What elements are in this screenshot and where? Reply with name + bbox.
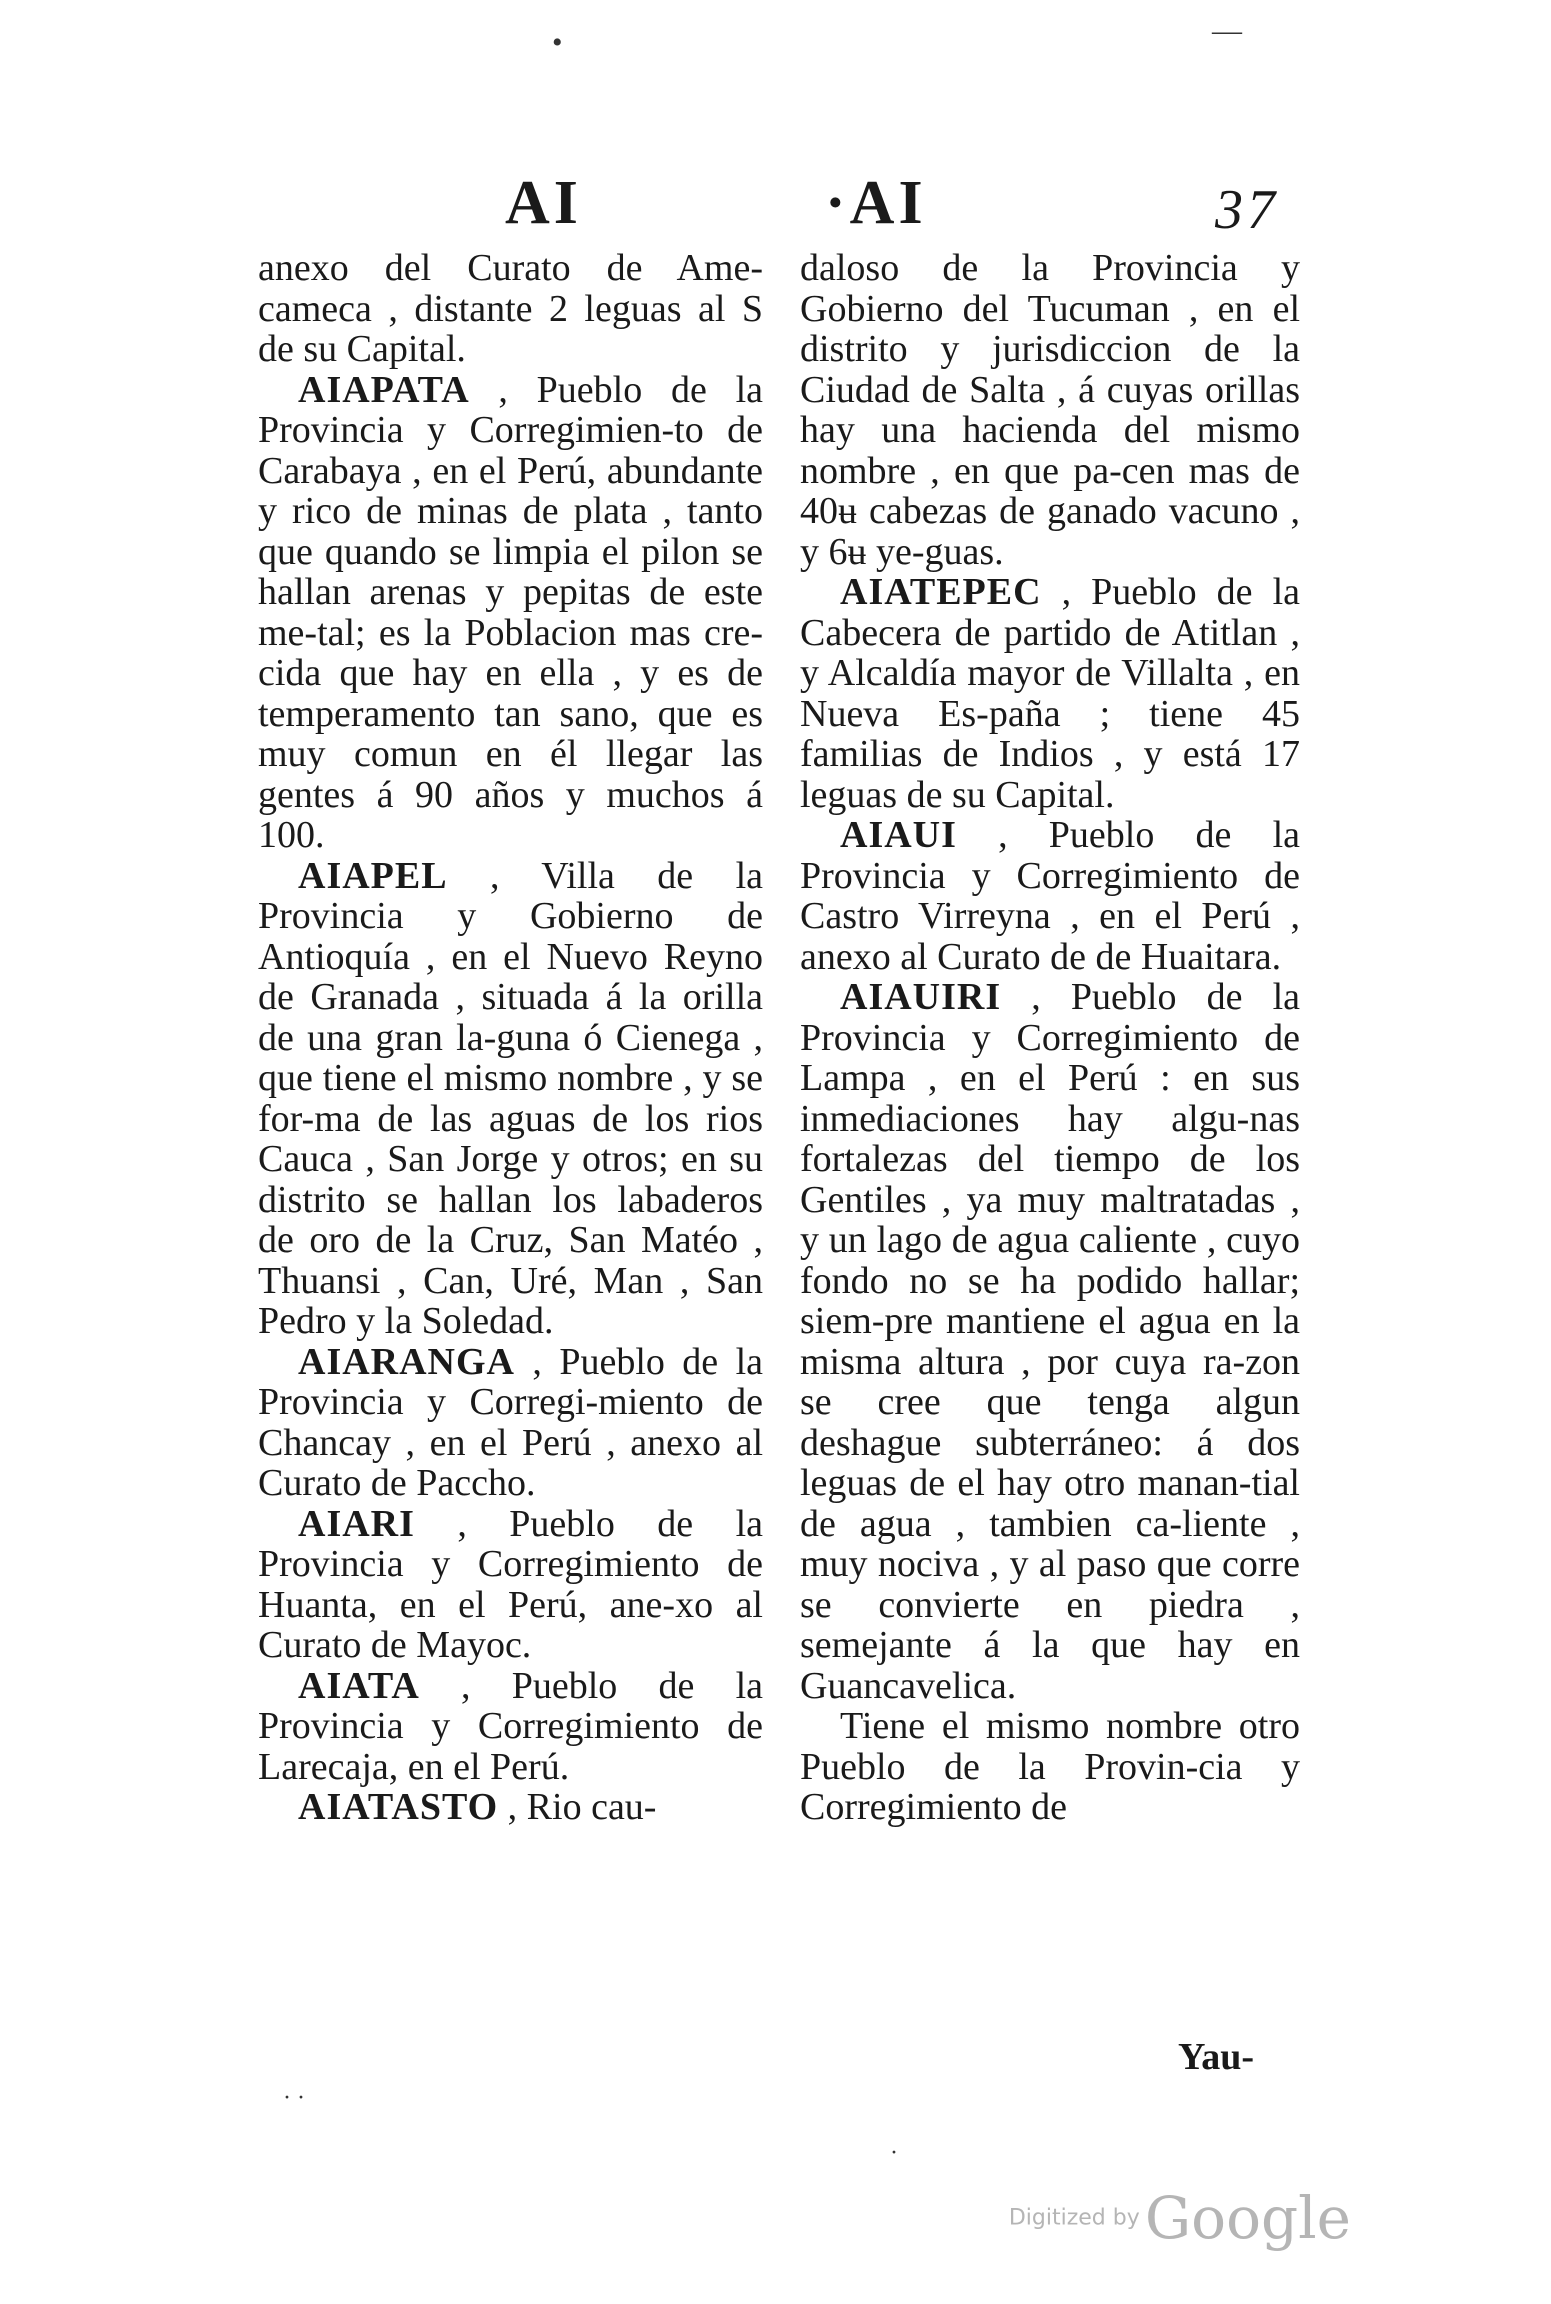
- entry-text: , Pueblo de la Provincia y Corregimiento de Larecaja, en el Perú.: [258, 1664, 763, 1788]
- dictionary-entry: [258, 370, 763, 856]
- entry-text: anexo del Curato de Ame-cameca , distante 2 leguas al S de su Capital.: [258, 247, 763, 370]
- entry-text: , Pueblo de la Cabecera de partido de Atitlan , y Alcaldía mayor de Villalta , en Nueva Es-paña ; tiene 45 familias de Indios , y está 17 leguas de su Capital.: [800, 571, 1300, 816]
- entry-continuation: [258, 248, 763, 370]
- entry-text: , Pueblo de la Provincia y Corregimiento de Castro Virreyna , en el Perú , anexo al Curato de de Huaitara.: [800, 814, 1300, 978]
- entry-text: , Pueblo de la Provincia y Corregi-miento de Chancay , en el Perú , anexo al Curato de Paccho.: [258, 1340, 763, 1504]
- entry-text: , Pueblo de la Provincia y Corregimiento de Lampa , en el Perú : en sus inmediaciones hay algu-nas fortalezas del tiempo de los Gentiles , ya muy maltratadas , y un lago de agua caliente , cuyo fondo no se ha podido hallar; siem-pre mantiene el agua en la misma altura , por cuya ra-zon se cree que tenga algun deshague subterráneo: á dos leguas de el hay otro manan-tial de agua , tambien ca-liente , muy nociva , y al paso que corre se convierte en piedra , semejante á la que hay en Guancavelica.: [800, 976, 1300, 1707]
- dictionary-entry: [800, 815, 1300, 977]
- entry-text: Tiene el mismo nombre otro Pueblo de la Provin-cia y Corregimiento de: [800, 1705, 1300, 1828]
- running-head-right: ·AI: [825, 169, 927, 237]
- catchword: Yau-: [1178, 2036, 1255, 2078]
- watermark-small-text: Digitized by: [1008, 2205, 1140, 2231]
- entry-text: , Pueblo de la Provincia y Corregimien-to de Carabaya , en el Perú, abundante y rico de minas de plata , tanto que quando se limpia el pilon se hallan arenas y pepitas de este me-tal; es la Poblacion mas cre-cida que hay en ella , y es de temperamento tan sano, que es muy comun en él llegar las gentes á 90 años y muchos á 100.: [258, 368, 763, 856]
- dictionary-entry: [258, 1342, 763, 1504]
- entry-headword: AIARANGA: [298, 1340, 515, 1383]
- entry-text: , Rio cau-: [507, 1786, 657, 1828]
- running-head-left: AI: [505, 169, 582, 237]
- entry-text: , Pueblo de la Provincia y Corregimiento de Huanta, en el Perú, ane-xo al Curato de Mayoc.: [258, 1502, 763, 1666]
- dictionary-entry: [258, 856, 763, 1342]
- google-logo: Google: [1144, 2184, 1351, 2252]
- ink-dot: •: [552, 26, 563, 59]
- entry-headword: AIAUI: [840, 814, 957, 856]
- dictionary-entry: [258, 1666, 763, 1788]
- ink-speck: · ·: [283, 2085, 305, 2111]
- page-number: 37: [1215, 179, 1279, 241]
- dictionary-entry: [800, 1706, 1300, 1828]
- entry-headword: AIATA: [298, 1664, 420, 1707]
- entry-headword: AIAPATA: [298, 368, 470, 411]
- dictionary-entry: [258, 1787, 763, 1828]
- entry-text: daloso de la Provincia y Gobierno del Tucuman , en el distrito y jurisdiccion de la Ciudad de Salta , á cuyas orillas hay una hacienda del mismo nombre , en que pa-cen mas de 40ʉ cabezas de ganado vacuno , y 6ʉ ye-guas.: [800, 247, 1300, 573]
- right-column: [800, 248, 1300, 1828]
- entry-text: , Villa de la Provincia y Gobierno de Antioquía , en el Nuevo Reyno de Granada , situada á la orilla de una gran la-guna ó Cienega , que tiene el mismo nombre , y se for-ma de las aguas de los rios Cauca , San Jorge y otros; en su distrito se hallan los labaderos de oro de la Cruz, San Matéo , Thuansi , Can, Uré, Man , San Pedro y la Soledad.: [258, 854, 763, 1342]
- entry-headword: AIATEPEC: [840, 571, 1042, 613]
- digitized-watermark: [1009, 2184, 1351, 2252]
- dictionary-entry: [800, 977, 1300, 1706]
- left-column: [258, 248, 763, 1828]
- entry-headword: AIATASTO: [298, 1786, 499, 1828]
- ink-speck: ·: [890, 2140, 898, 2166]
- dictionary-entry: [800, 572, 1300, 815]
- dictionary-entry: [258, 1504, 763, 1666]
- entry-headword: AIAUIRI: [840, 976, 1002, 1018]
- entry-headword: AIAPEL: [298, 854, 448, 897]
- entry-continuation: [800, 248, 1300, 572]
- entry-headword: AIARI: [298, 1502, 415, 1545]
- ink-dash: —: [1212, 14, 1242, 47]
